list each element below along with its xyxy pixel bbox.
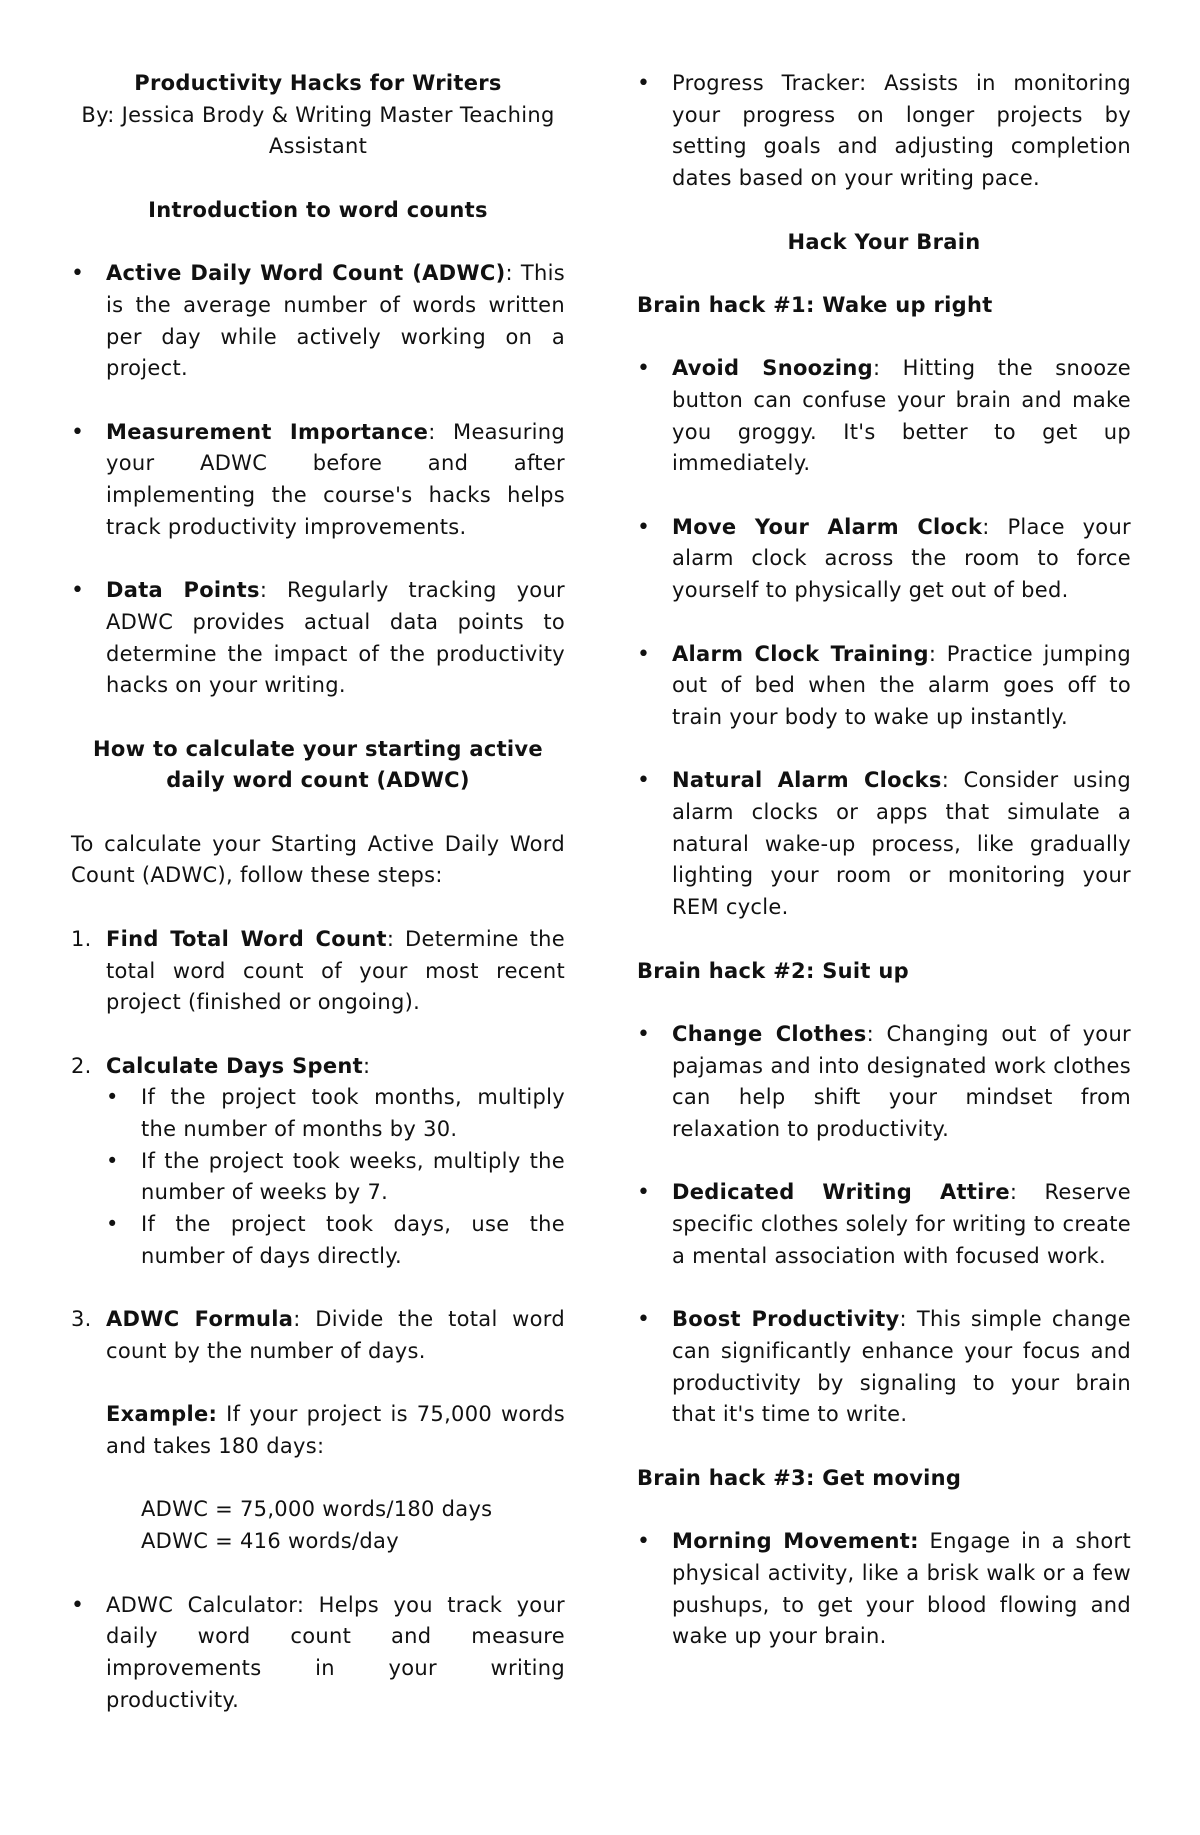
item-label: Alarm Clock Training	[672, 641, 929, 666]
step-number: 2.	[71, 1053, 92, 1078]
item-text: : Regularly tracking your ADWC provides actual data points to determine the impact of the productivity hacks on your writing.	[106, 578, 565, 698]
item-text: : Measuring your ADWC before and after implementing the course's hacks helps track productivity improvements.	[106, 419, 565, 539]
sub-list	[106, 1082, 565, 1272]
item-text: : This is the average number of words written per day while actively working on a project.	[106, 261, 566, 381]
item-label: Dedicated Writing Attire	[672, 1180, 1010, 1205]
item-text: : Hitting the snooze button can confuse your brain and make you groggy. It's better to get up immediately.	[672, 356, 1131, 476]
formula-line: ADWC = 75,000 words/180 days	[141, 1497, 493, 1522]
formula-line: ADWC = 416 words/day	[141, 1529, 399, 1554]
list-item	[637, 1019, 1131, 1146]
item-text: Engage in a short physical activity, like a brisk walk or a few pushups, to get your blood flowing and wake up your brain.	[672, 1529, 1132, 1649]
list-item	[637, 765, 1131, 924]
item-label: Active Daily Word Count (ADWC)	[106, 261, 506, 286]
step-number: 1.	[71, 926, 92, 951]
item-label: Morning Movement:	[672, 1529, 919, 1554]
brain-hack-heading: Brain hack #3: Get moving	[637, 1465, 962, 1490]
example	[106, 1399, 565, 1462]
step-item	[71, 1304, 565, 1558]
step-text: : Divide the total word count by the number of days.	[106, 1307, 565, 1363]
item-text: : Practice jumping out of bed when the alarm goes off to train your body to wake up instantly.	[672, 641, 1132, 729]
document-title: Productivity Hacks for Writers	[134, 71, 502, 95]
tools-list-continued	[637, 68, 1131, 195]
item-label: Boost Productivity	[672, 1307, 900, 1332]
item-label: Natural Alarm Clocks	[672, 768, 942, 793]
item-label: Avoid Snoozing	[672, 356, 874, 381]
item-text: : Reserve specific clothes solely for writing to create a mental association with focused work.	[672, 1180, 1131, 1268]
list-item	[71, 417, 565, 544]
right-column	[637, 68, 1131, 1685]
item-text: : Place your alarm clock across the room to force yourself to physically get out of bed.	[672, 514, 1131, 603]
example-text: If your project is 75,000 words and takes 180 days:	[106, 1402, 565, 1459]
step-text: :	[363, 1053, 371, 1078]
hack-list	[637, 1019, 1131, 1431]
sub-item: • If the project took months, multiply the number of months by 30.	[106, 1082, 565, 1145]
intro-list	[71, 258, 565, 702]
tool-item: • ADWC Calculator: Helps you track your daily word count and measure improvements in your writing productivity.	[71, 1590, 565, 1717]
left-column	[71, 68, 565, 1748]
formula-block	[106, 1494, 565, 1557]
hack-list	[637, 353, 1131, 924]
brain-hack-heading: Brain hack #2: Suit up	[637, 958, 909, 983]
calc-intro: To calculate your Starting Active Daily Word Count (ADWC), follow these steps:	[71, 831, 565, 888]
list-item	[637, 353, 1131, 480]
section-heading-brain: Hack Your Brain	[787, 229, 981, 254]
step-text: : Determine the total word count of your most recent project (finished or ongoing).	[106, 926, 566, 1015]
step-item	[71, 1051, 565, 1273]
sub-item: • If the project took weeks, multiply the number of weeks by 7.	[106, 1146, 565, 1209]
list-item	[637, 639, 1131, 734]
list-item	[637, 1177, 1131, 1272]
step-label: Calculate Days Spent	[106, 1053, 363, 1078]
section-heading-calc: How to calculate your starting active daily word count (ADWC)	[93, 736, 543, 793]
list-item	[637, 512, 1131, 607]
item-label: Measurement Importance	[106, 419, 429, 444]
item-label: Move Your Alarm Clock	[672, 514, 983, 539]
step-label: Find Total Word Count	[106, 926, 387, 951]
sub-item: • If the project took days, use the number of days directly.	[106, 1209, 565, 1272]
hack-list	[637, 1526, 1131, 1653]
step-label: ADWC Formula	[106, 1307, 294, 1332]
step-number: 3.	[71, 1307, 92, 1332]
item-label: Change Clothes	[672, 1021, 867, 1046]
item-text: : This simple change can significantly enhance your focus and productivity by signaling to your brain that it's time to write.	[672, 1307, 1131, 1427]
example-label: Example:	[106, 1402, 218, 1427]
list-item	[637, 1526, 1131, 1653]
tools-list	[71, 1590, 565, 1717]
steps-list	[71, 924, 565, 1558]
item-text: : Consider using alarm clocks or apps that simulate a natural wake-up process, like gradually lighting your room or monitoring your REM cycle.	[672, 768, 1131, 920]
item-text: : Changing out of your pajamas and into designated work clothes can help shift your mindset from relaxation to productivity.	[672, 1021, 1131, 1142]
list-item	[637, 1304, 1131, 1431]
section-heading-intro: Introduction to word counts	[148, 197, 488, 222]
step-item	[71, 924, 565, 1019]
item-label: Data Points	[106, 578, 260, 603]
byline: By: Jessica Brody & Writing Master Teaching Assistant	[81, 102, 555, 159]
tool-item: • Progress Tracker: Assists in monitoring your progress on longer projects by setting goals and adjusting completion dates based on your writing pace.	[637, 68, 1131, 195]
list-item	[71, 258, 565, 385]
list-item	[71, 575, 565, 702]
brain-hack-heading: Brain hack #1: Wake up right	[637, 292, 993, 317]
